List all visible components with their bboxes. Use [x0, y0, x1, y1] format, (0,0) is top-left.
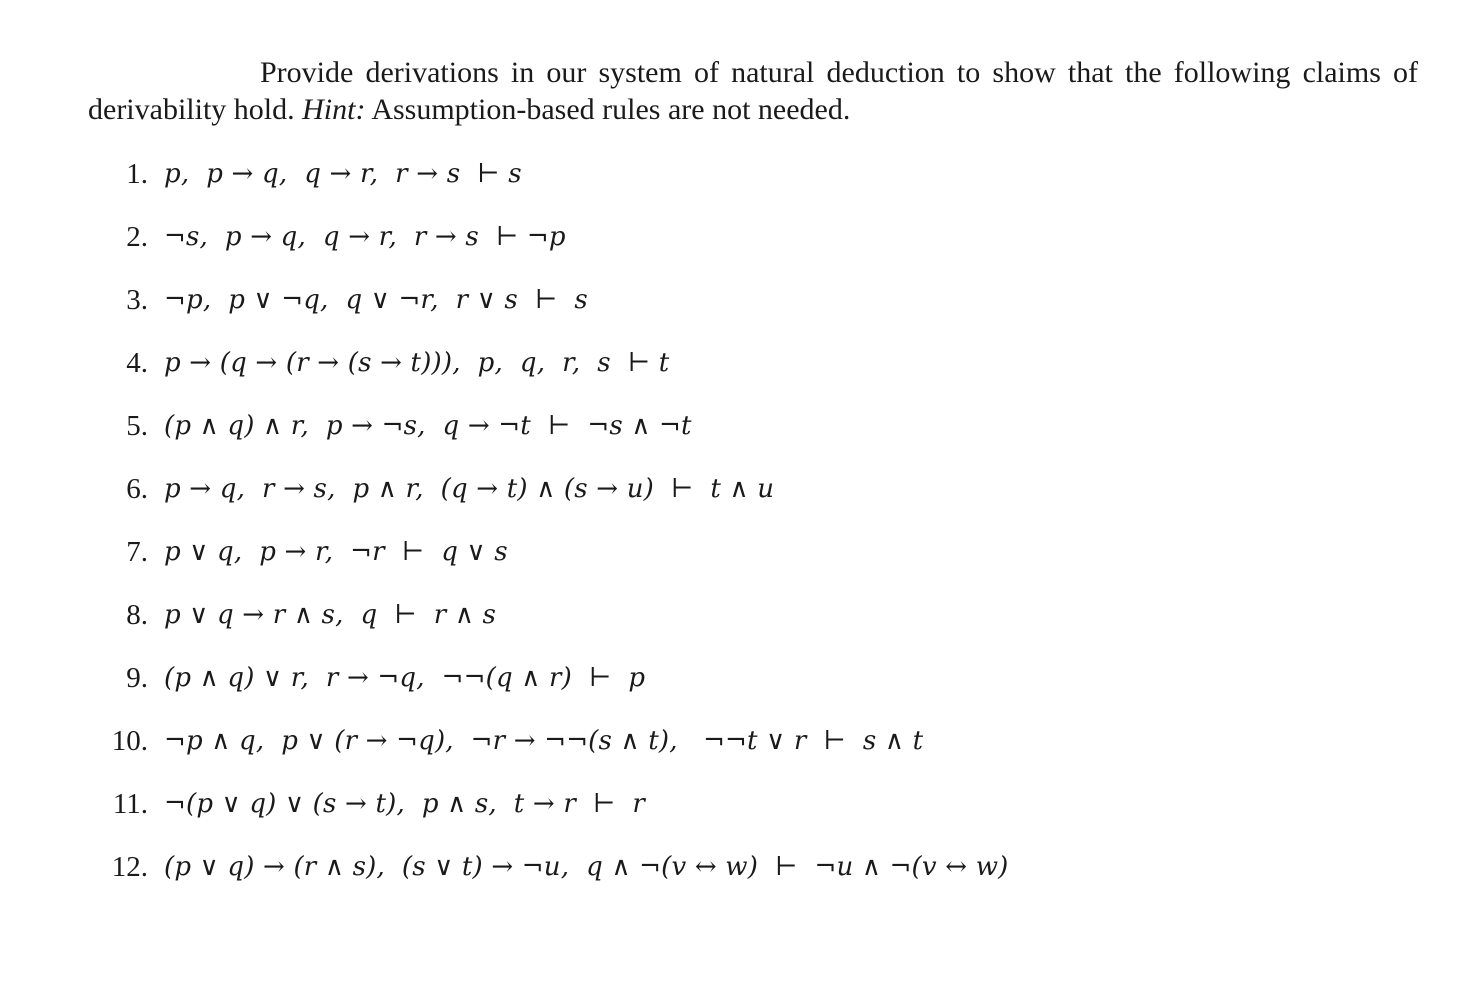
problem-item — [0, 341, 1300, 404]
problem-item — [0, 782, 1300, 845]
problem-item — [0, 530, 1300, 593]
problem-formula: ¬(p ∨ q) ∨ (s → t), p ∧ s, t → r ⊢ r — [164, 789, 646, 819]
problem-item — [0, 593, 1300, 656]
problem-number: 10. — [111, 725, 148, 757]
problem-item — [0, 152, 1300, 215]
problem-formula: ¬p ∧ q, p ∨ (r → ¬q), ¬r → ¬¬(s ∧ t), ¬¬t ∨ r ⊢ s ∧ t — [164, 726, 924, 756]
problem-list — [0, 152, 1300, 908]
problem-item — [0, 845, 1300, 908]
problem-number: 11. — [112, 788, 148, 820]
problem-number: 6. — [126, 473, 148, 505]
hint-text: Assumption-based rules are not needed. — [365, 93, 851, 126]
problem-number: 5. — [126, 410, 148, 442]
instructions-text: Provide derivations in our system of natural deduction to show that the following claims of derivability hold. — [88, 56, 1418, 126]
problem-item — [0, 278, 1300, 341]
problem-number: 9. — [126, 662, 148, 694]
problem-item — [0, 467, 1300, 530]
problem-number: 7. — [126, 536, 148, 568]
problem-formula: ¬s, p → q, q → r, r → s ⊢ ¬p — [164, 222, 566, 252]
problem-formula: p ∨ q → r ∧ s, q ⊢ r ∧ s — [164, 600, 497, 630]
problem-formula: (p ∧ q) ∧ r, p → ¬s, q → ¬t ⊢ ¬s ∧ ¬t — [164, 411, 692, 441]
hint-label: Hint: — [302, 93, 366, 126]
problem-item — [0, 404, 1300, 467]
problem-item — [0, 215, 1300, 278]
problem-number: 2. — [126, 221, 148, 253]
problem-item — [0, 719, 1300, 782]
problem-formula: p, p → q, q → r, r → s ⊢ s — [164, 159, 522, 189]
problem-formula: p → q, r → s, p ∧ r, (q → t) ∧ (s → u) ⊢ t ∧ u — [164, 474, 775, 504]
problem-number: 4. — [126, 347, 148, 379]
instructions-paragraph — [88, 54, 1418, 128]
problem-formula: p → (q → (r → (s → t))), p, q, r, s ⊢ t — [164, 348, 670, 378]
problem-formula: (p ∧ q) ∨ r, r → ¬q, ¬¬(q ∧ r) ⊢ p — [164, 663, 646, 693]
problem-number: 1. — [126, 158, 148, 190]
problem-formula: p ∨ q, p → r, ¬r ⊢ q ∨ s — [164, 537, 508, 567]
problem-number: 8. — [126, 599, 148, 631]
problem-number: 12. — [111, 851, 148, 883]
problem-number: 3. — [126, 284, 148, 316]
problem-formula: ¬p, p ∨ ¬q, q ∨ ¬r, r ∨ s ⊢ s — [164, 285, 588, 315]
problem-item — [0, 656, 1300, 719]
problem-formula: (p ∨ q) → (r ∧ s), (s ∨ t) → ¬u, q ∧ ¬(v ↔ w) ⊢ ¬u ∧ ¬(v ↔ w) — [164, 852, 1009, 882]
